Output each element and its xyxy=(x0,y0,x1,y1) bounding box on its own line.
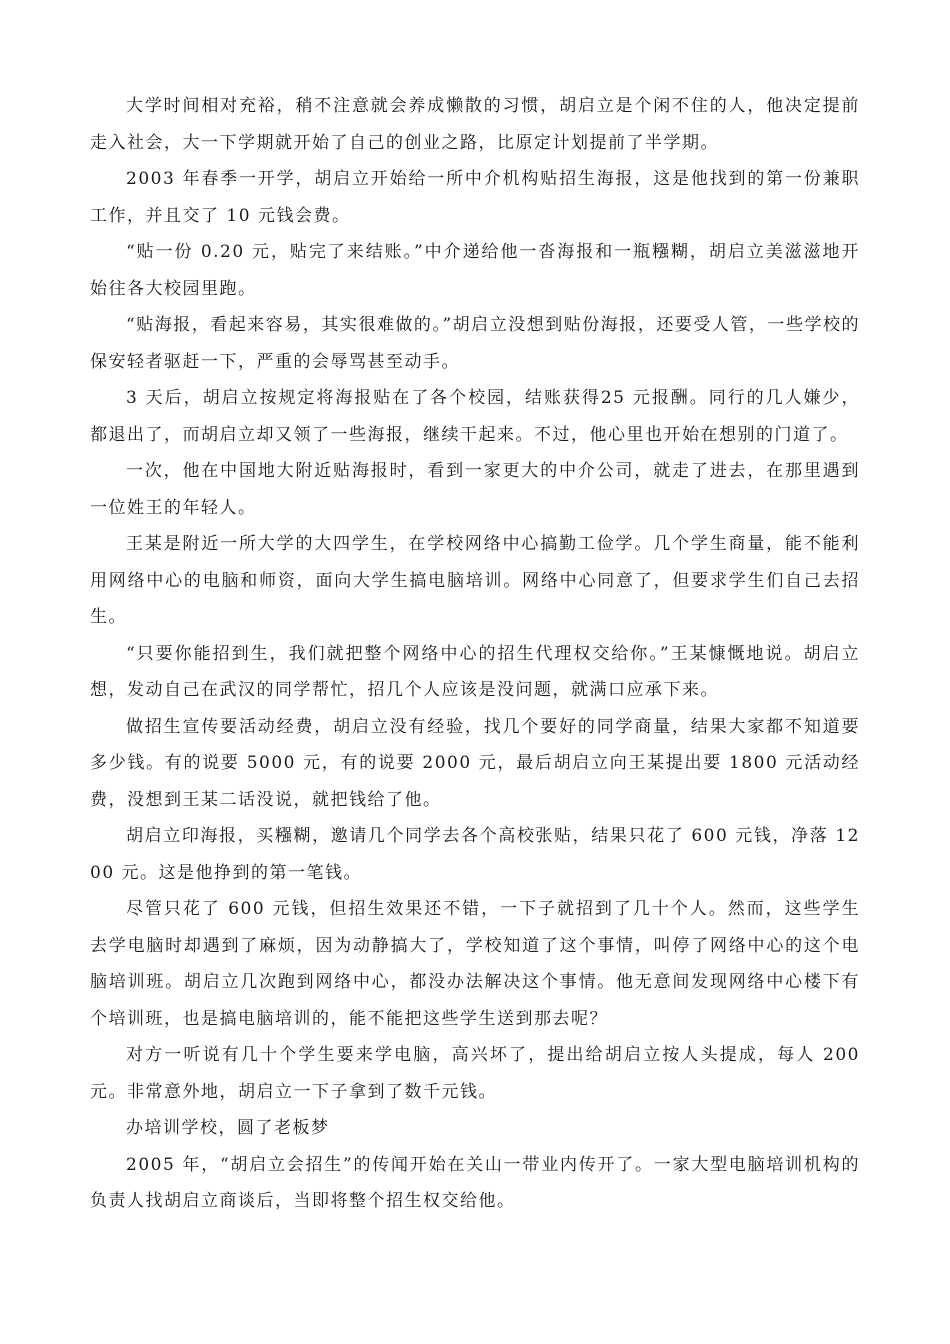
paragraph: 做招生宣传要活动经费，胡启立没有经验，找几个要好的同学商量，结果大家都不知道要多少钱。有的说要 5000 元，有的说要 2000 元，最后胡启立向王某提出要 1800 元活动经费，没想到王某二话没说，就把钱给了他。 xyxy=(90,716,860,810)
paragraph: 尽管只花了 600 元钱，但招生效果还不错，一下子就招到了几十个人。然而，这些学生去学电脑时却遇到了麻烦，因为动静搞大了，学校知道了这个事情，叫停了网络中心的这个电脑培训班。胡启立几次跑到网络中心，都没办法解决这个事情。他无意间发现网络中心楼下有个培训班，也是搞电脑培训的，能不能把这些学生送到那去呢？ xyxy=(90,899,860,1029)
paragraph: 3 天后，胡启立按规定将海报贴在了各个校园，结账获得25 元报酬。同行的几人嫌少，都退出了，而胡启立却又领了一些海报，继续干起来。不过，他心里也开始在想别的门道了。 xyxy=(90,388,860,445)
paragraph: 王某是附近一所大学的大四学生，在学校网络中心搞勤工俭学。几个学生商量，能不能利用网络中心的电脑和师资，面向大学生搞电脑培训。网络中心同意了，但要求学生们自己去招生。 xyxy=(90,534,860,627)
paragraph: 胡启立印海报，买糨糊，邀请几个同学去各个高校张贴，结果只花了 600 元钱，净落 1200 元。这是他挣到的第一笔钱。 xyxy=(90,826,860,883)
paragraph: 2005 年，“胡启立会招生”的传闻开始在关山一带业内传开了。一家大型电脑培训机构的负责人找胡启立商谈后，当即将整个招生权交给他。 xyxy=(90,1154,860,1211)
section-heading: 办培训学校，圆了老板梦 xyxy=(126,1118,330,1138)
paragraph: 大学时间相对充裕，稍不注意就会养成懒散的习惯，胡启立是个闲不住的人，他决定提前走入社会，大一下学期就开始了自己的创业之路，比原定计划提前了半学期。 xyxy=(90,96,860,153)
paragraph: “贴海报，看起来容易，其实很难做的。”胡启立没想到贴份海报，还要受人管，一些学校的保安轻者驱赶一下，严重的会辱骂甚至动手。 xyxy=(90,315,860,372)
paragraph: “贴一份 0.20 元，贴完了来结账。”中介递给他一沓海报和一瓶糨糊，胡启立美滋滋地开始往各大校园里跑。 xyxy=(90,242,860,299)
paragraph: “只要你能招到生，我们就把整个网络中心的招生代理权交给你。”王某慷慨地说。胡启立想，发动自己在武汉的同学帮忙，招几个人应该是没问题，就满口应承下来。 xyxy=(90,643,860,700)
paragraph: 一次，他在中国地大附近贴海报时，看到一家更大的中介公司，就走了进去，在那里遇到一位姓王的年轻人。 xyxy=(90,461,860,518)
article-body xyxy=(90,88,860,1220)
paragraph: 对方一听说有几十个学生要来学电脑，高兴坏了，提出给胡启立按人头提成，每人 200 元。非常意外地，胡启立一下子拿到了数千元钱。 xyxy=(90,1045,860,1102)
paragraph: 2003 年春季一开学，胡启立开始给一所中介机构贴招生海报，这是他找到的第一份兼职工作，并且交了 10 元钱会费。 xyxy=(90,169,860,226)
